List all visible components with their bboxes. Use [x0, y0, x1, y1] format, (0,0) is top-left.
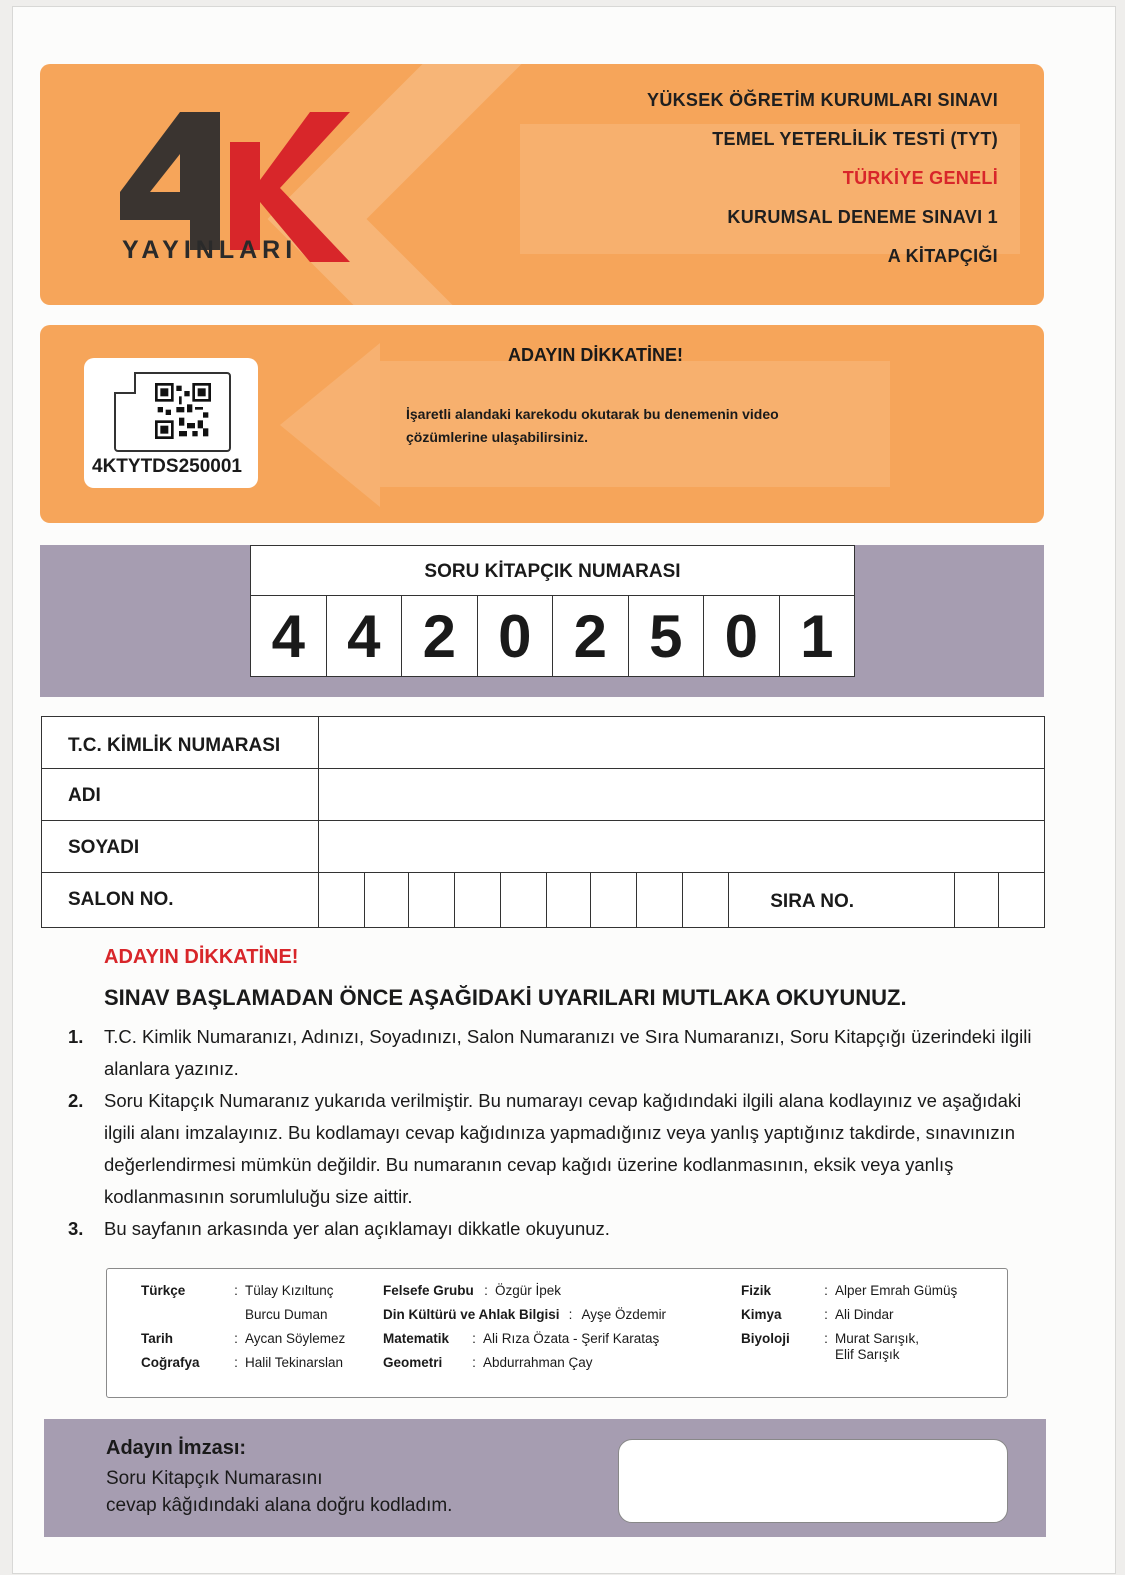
- warning-red-title: ADAYIN DİKKATİNE!: [104, 946, 299, 968]
- signature-field[interactable]: [618, 1439, 1008, 1523]
- warning-number: 3.: [68, 1218, 84, 1239]
- signature-statement: [106, 1465, 452, 1519]
- author-name: Özgür İpek: [495, 1283, 562, 1298]
- salon-row: [42, 873, 1044, 927]
- salon-cell[interactable]: [364, 873, 365, 927]
- booklet-number-title: SORU KİTAPÇIK NUMARASI: [251, 546, 854, 596]
- warning-item: [68, 1085, 1038, 1213]
- authors-col-2: Felsefe Grubu : Özgür İpek Din Kültürü ve Ahlak Bilgisi : Ayşe Özdemir Matematik : Ali Rıza Özata - Şerif Karataş Geometri : Abdurrahman Çay: [383, 1283, 666, 1379]
- author-name: Burcu Duman: [245, 1307, 328, 1322]
- soyadi-field[interactable]: [320, 821, 1044, 872]
- subject-label: Matematik: [383, 1331, 450, 1346]
- exam-title-line: A KİTAPÇIĞI: [887, 246, 998, 266]
- authors-col-3: Fizik : Alper Emrah Gümüş Kimya : Ali Dindar Biyoloji : Murat Sarışık, Elif Sarışık: [741, 1283, 957, 1371]
- author-name: Murat Sarışık,: [835, 1331, 920, 1346]
- publisher-name: YAYINLARI: [122, 236, 298, 264]
- booklet-number-box: [250, 545, 855, 677]
- signature-line: Soru Kitapçık Numarasını: [106, 1468, 323, 1489]
- subject-label: Kimya: [741, 1307, 782, 1322]
- qr-card: [84, 358, 258, 488]
- signature-line: cevap kâğıdındaki alana doğru kodladım.: [106, 1495, 453, 1516]
- signature-title: Adayın İmzası:: [106, 1437, 247, 1459]
- booklet-digit: 1: [800, 602, 834, 670]
- exam-title-block: [647, 90, 998, 285]
- soyadi-row: [42, 821, 1044, 873]
- salon-label: SALON NO.: [68, 889, 174, 910]
- exam-title-line: TÜRKİYE GENELİ: [842, 168, 998, 188]
- salon-cell[interactable]: [454, 873, 455, 927]
- subject-label: Geometri: [383, 1355, 443, 1370]
- warning-number: 1.: [68, 1026, 84, 1047]
- author-name: Ayşe Özdemir: [581, 1307, 667, 1322]
- subject-label: Coğrafya: [141, 1355, 200, 1370]
- booklet-digit: 4: [251, 596, 327, 676]
- warning-number: 2.: [68, 1090, 84, 1111]
- subject-label: Din Kültürü ve Ahlak Bilgisi: [383, 1307, 560, 1322]
- booklet-number-digits: [251, 596, 854, 676]
- booklet-digit: 2: [402, 596, 478, 676]
- warning-text: Bu sayfanın arkasında yer alan açıklamayı dikkatle okuyunuz.: [104, 1218, 610, 1239]
- author-name: Ali Dindar: [835, 1307, 894, 1322]
- subject-label: Türkçe: [141, 1283, 186, 1298]
- author-name: Alper Emrah Gümüş: [835, 1283, 958, 1298]
- signature-band: [44, 1419, 1046, 1537]
- qr-notice-panel: [40, 325, 1044, 523]
- author-name: Tülay Kızıltunç: [245, 1283, 334, 1298]
- salon-cell[interactable]: [408, 873, 409, 927]
- author-name: Aycan Söylemez: [245, 1331, 346, 1346]
- qr-id-text: 4KTYTDS250001: [92, 456, 242, 477]
- authors-box: [106, 1268, 1008, 1398]
- tc-field[interactable]: [320, 717, 1044, 768]
- exam-title-line: YÜKSEK ÖĞRETİM KURUMLARI SINAVI: [647, 90, 998, 110]
- soyadi-label: SOYADI: [68, 837, 140, 858]
- adi-field[interactable]: [320, 769, 1044, 820]
- exam-title-line: TEMEL YETERLİLİK TESTİ (TYT): [712, 129, 998, 149]
- warning-heading: SINAV BAŞLAMADAN ÖNCE AŞAĞIDAKİ UYARILARI MUTLAKA OKUYUNUZ.: [104, 985, 907, 1010]
- sira-cell[interactable]: [682, 873, 683, 927]
- warning-text: T.C. Kimlik Numaranızı, Adınızı, Soyadınızı, Salon Numaranızı ve Sıra Numaranızı, Soru Kitapçığı üzerindeki ilgili alanlara yazınız.: [104, 1026, 1032, 1079]
- sira-cell[interactable]: [546, 873, 547, 927]
- booklet-digit: 5: [629, 596, 705, 676]
- adi-row: [42, 769, 1044, 821]
- sira-cell[interactable]: [728, 873, 729, 927]
- arrow-decoration: [280, 343, 380, 507]
- author-name: Ali Rıza Özata - Şerif Karataş: [483, 1331, 660, 1346]
- qr-code-icon[interactable]: [155, 383, 211, 439]
- candidate-identity-table: [41, 716, 1045, 928]
- booklet-digit: 0: [478, 596, 554, 676]
- document-frame-icon: [114, 372, 231, 452]
- exam-title-line: KURUMSAL DENEME SINAVI 1: [727, 207, 998, 227]
- subject-label: Fizik: [741, 1283, 772, 1298]
- adi-label: ADI: [68, 785, 101, 806]
- authors-col-1: Türkçe : Tülay Kızıltunç Burcu Duman Tarih : Aycan Söylemez Coğrafya : Halil Tekinarslan: [141, 1283, 345, 1379]
- warning-list: [68, 1021, 1038, 1245]
- tc-label: T.C. KİMLİK NUMARASI: [68, 735, 281, 756]
- notice-text: İşaretli alandaki karekodu okutarak bu denemenin video çözümlerine ulaşabilirsiniz.: [406, 406, 779, 445]
- warning-text: Soru Kitapçık Numaranız yukarıda verilmiştir. Bu numarayı cevap kağıdındaki ilgili alana kodlayınız ve aşağıdaki ilgili alanı imzalayınız. Bu kodlamayı cevap kağıdınıza yapmadığınız veya yanlış yaptığınız takdirde, sınavınızın değerlendirmesi mümkün değildir. Bu numaranın cevap kağıdı üzerine kodlanmasının, eksik veya yanlış kodlanmasının sorumluluğu size aittir.: [104, 1090, 1022, 1207]
- header-banner: [40, 64, 1044, 305]
- sira-cell[interactable]: [636, 873, 637, 927]
- warning-item: [68, 1021, 1038, 1085]
- sira-no-label: SIRA NO.: [770, 891, 854, 912]
- author-name: Halil Tekinarslan: [245, 1355, 344, 1370]
- sira-cell[interactable]: [590, 873, 591, 927]
- author-name: Abdurrahman Çay: [483, 1355, 593, 1370]
- notice-title: ADAYIN DİKKATİNE!: [508, 345, 684, 365]
- booklet-digit: 4: [327, 596, 403, 676]
- subject-label: Felsefe Grubu: [383, 1283, 474, 1298]
- tc-row: [42, 717, 1044, 769]
- sira-no-field[interactable]: [954, 873, 955, 927]
- sira-cell[interactable]: [500, 873, 501, 927]
- warning-item: [68, 1213, 1038, 1245]
- booklet-digit: 0: [704, 596, 780, 676]
- subject-label: Biyoloji: [741, 1331, 790, 1346]
- booklet-digit: 2: [553, 596, 629, 676]
- salon-cell[interactable]: [318, 873, 319, 927]
- subject-label: Tarih: [141, 1331, 174, 1346]
- author-name: Elif Sarışık: [835, 1347, 900, 1362]
